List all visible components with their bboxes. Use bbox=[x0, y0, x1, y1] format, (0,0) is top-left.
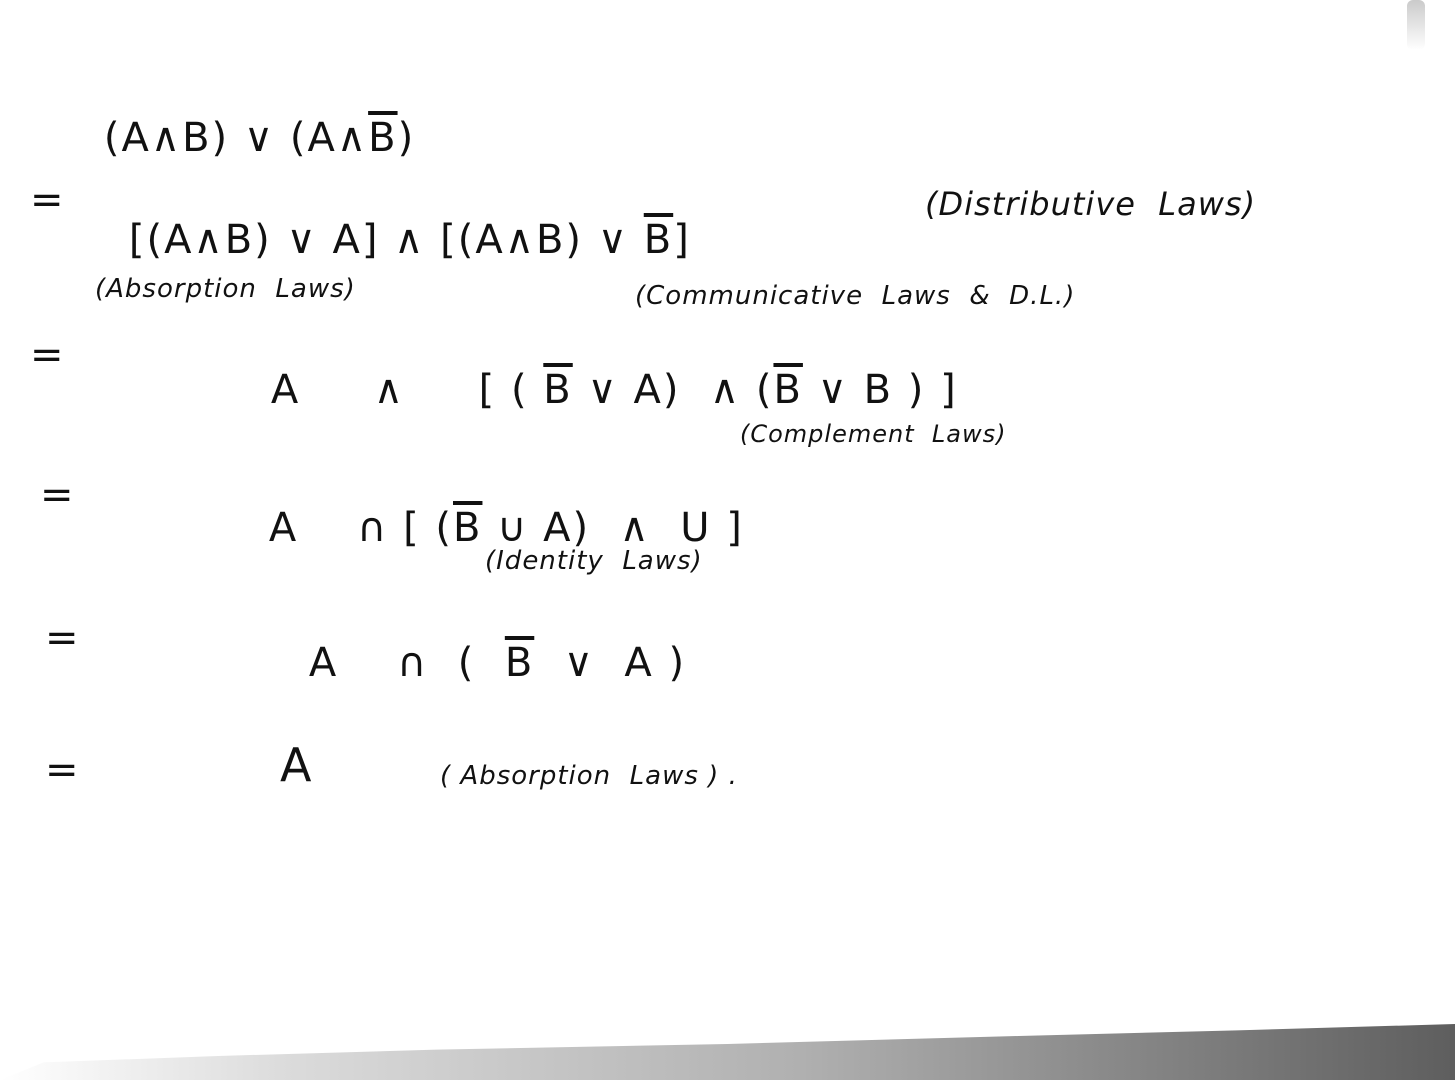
expression-part: ∨ A) ∧ ( bbox=[572, 367, 774, 413]
law-note-identity: (Identity Laws) bbox=[485, 546, 703, 576]
equals-sign: = bbox=[45, 615, 79, 661]
corner-smudge bbox=[1407, 0, 1425, 50]
law-note-absorption: (Absorption Laws) bbox=[95, 274, 356, 304]
complement-b: $\overline{B}$ bbox=[643, 217, 674, 263]
expression-part: [(A∧B) ∨ A] ∧ [(A∧B) ∨ bbox=[128, 217, 644, 263]
equals-sign: = bbox=[40, 472, 74, 518]
law-note-communicative: (Communicative Laws & D.L.) bbox=[635, 281, 1076, 311]
equals-sign: = bbox=[45, 747, 79, 793]
complement-b: $\overline{B}$ bbox=[543, 367, 573, 413]
expression-part: ∨ B ) ] bbox=[802, 367, 958, 413]
expression-part: ∪ A) ∧ U ] bbox=[482, 505, 744, 551]
expression-part: ∨ A ) bbox=[534, 640, 687, 686]
expression-line-6: A bbox=[280, 738, 314, 792]
complement-b: $\overline{B}$ bbox=[453, 505, 483, 551]
expression-part: A ∩ ( bbox=[308, 640, 505, 686]
expression-line-5 bbox=[250, 603, 686, 723]
equals-sign: = bbox=[30, 177, 64, 223]
expression-part: ) bbox=[397, 115, 416, 161]
complement-b: $\overline{B}$ bbox=[504, 640, 535, 686]
expression-part: ] bbox=[673, 217, 691, 263]
complement-b: $\overline{B}$ bbox=[368, 115, 398, 161]
expression-part: A ∩ [ ( bbox=[268, 505, 453, 551]
complement-b: $\overline{B}$ bbox=[773, 367, 803, 413]
page-shadow bbox=[0, 1000, 1455, 1080]
equals-sign: = bbox=[30, 332, 64, 378]
law-note-distributive: (Distributive Laws) bbox=[925, 185, 1257, 223]
expression-part: (A∧B) ∨ (A∧ bbox=[103, 115, 369, 161]
law-note-complement: (Complement Laws) bbox=[740, 420, 1007, 448]
law-note-absorption-final: ( Absorption Laws ) . bbox=[440, 761, 738, 791]
expression-part: A ∧ [ ( bbox=[270, 367, 544, 413]
